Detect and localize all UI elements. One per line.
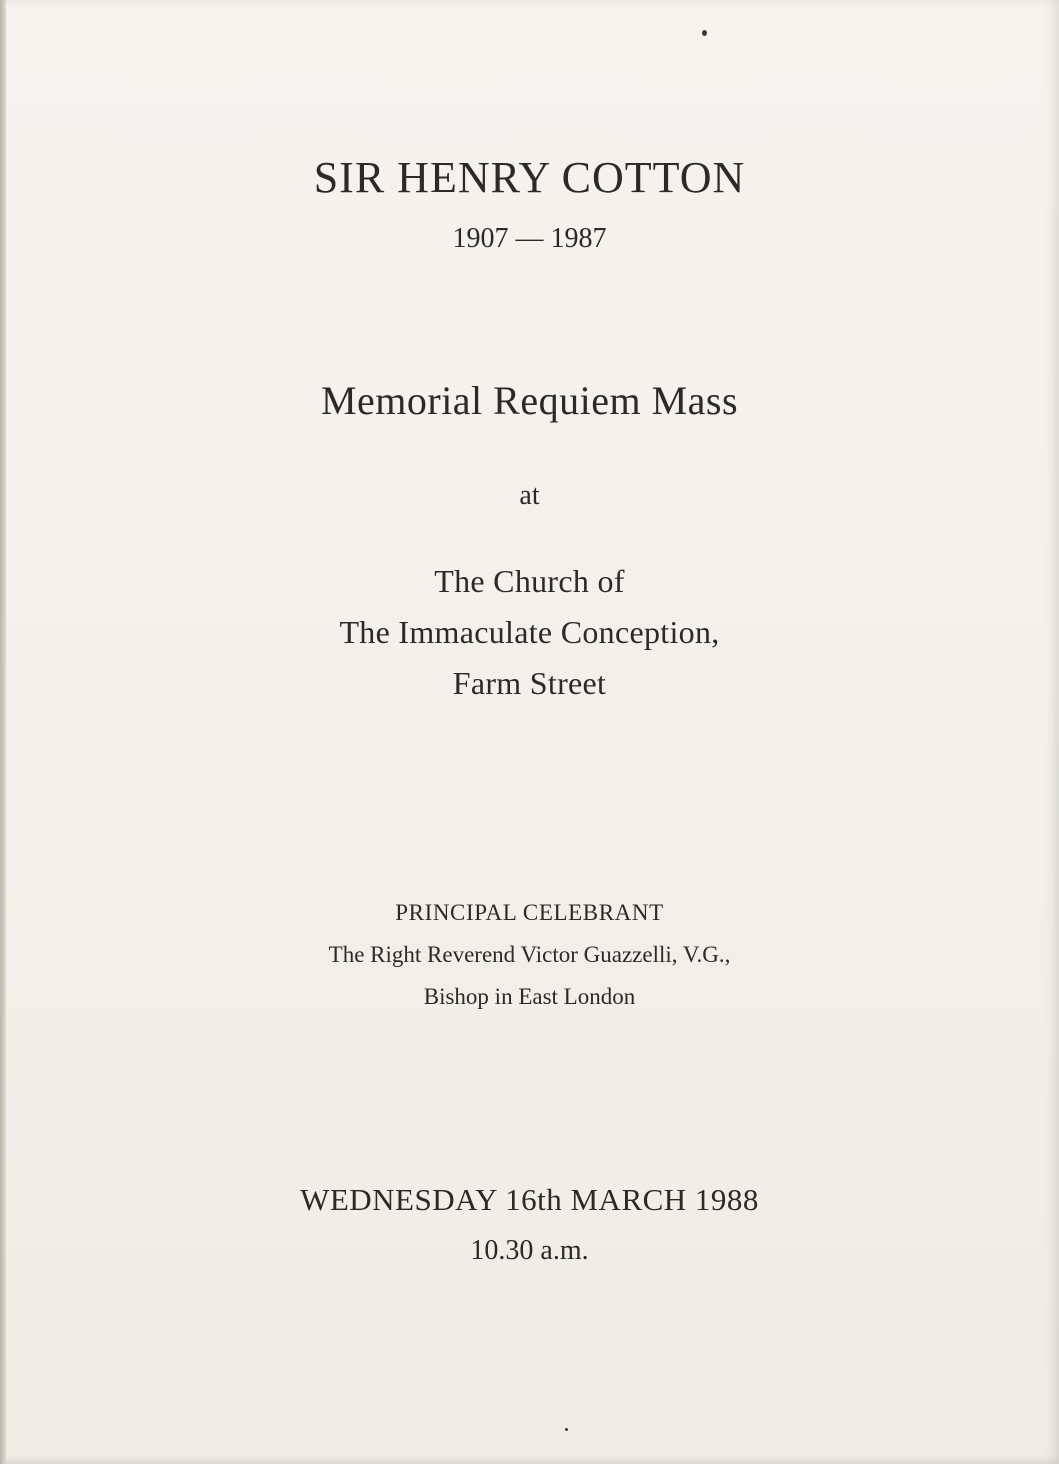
service-time: 10.30 a.m. <box>470 1235 589 1266</box>
venue-line-1: The Church of <box>434 563 625 599</box>
celebrant-heading: PRINCIPAL CELEBRANT <box>395 900 664 925</box>
service-date: WEDNESDAY 16th MARCH 1988 <box>300 1182 759 1217</box>
celebrant-title: Bishop in East London <box>423 984 636 1009</box>
venue-line-2: The Immaculate Conception, <box>339 614 720 650</box>
service-title: Memorial Requiem Mass <box>320 378 739 423</box>
page-title: SIR HENRY COTTON <box>313 153 746 202</box>
life-years: 1907 — 1987 <box>452 223 607 254</box>
ink-speck <box>565 1428 568 1431</box>
celebrant-name: The Right Reverend Victor Guazzelli, V.G., <box>328 942 731 967</box>
venue-line-3: Farm Street <box>452 665 607 701</box>
ink-speck <box>702 30 707 36</box>
at-text: at <box>519 480 540 511</box>
